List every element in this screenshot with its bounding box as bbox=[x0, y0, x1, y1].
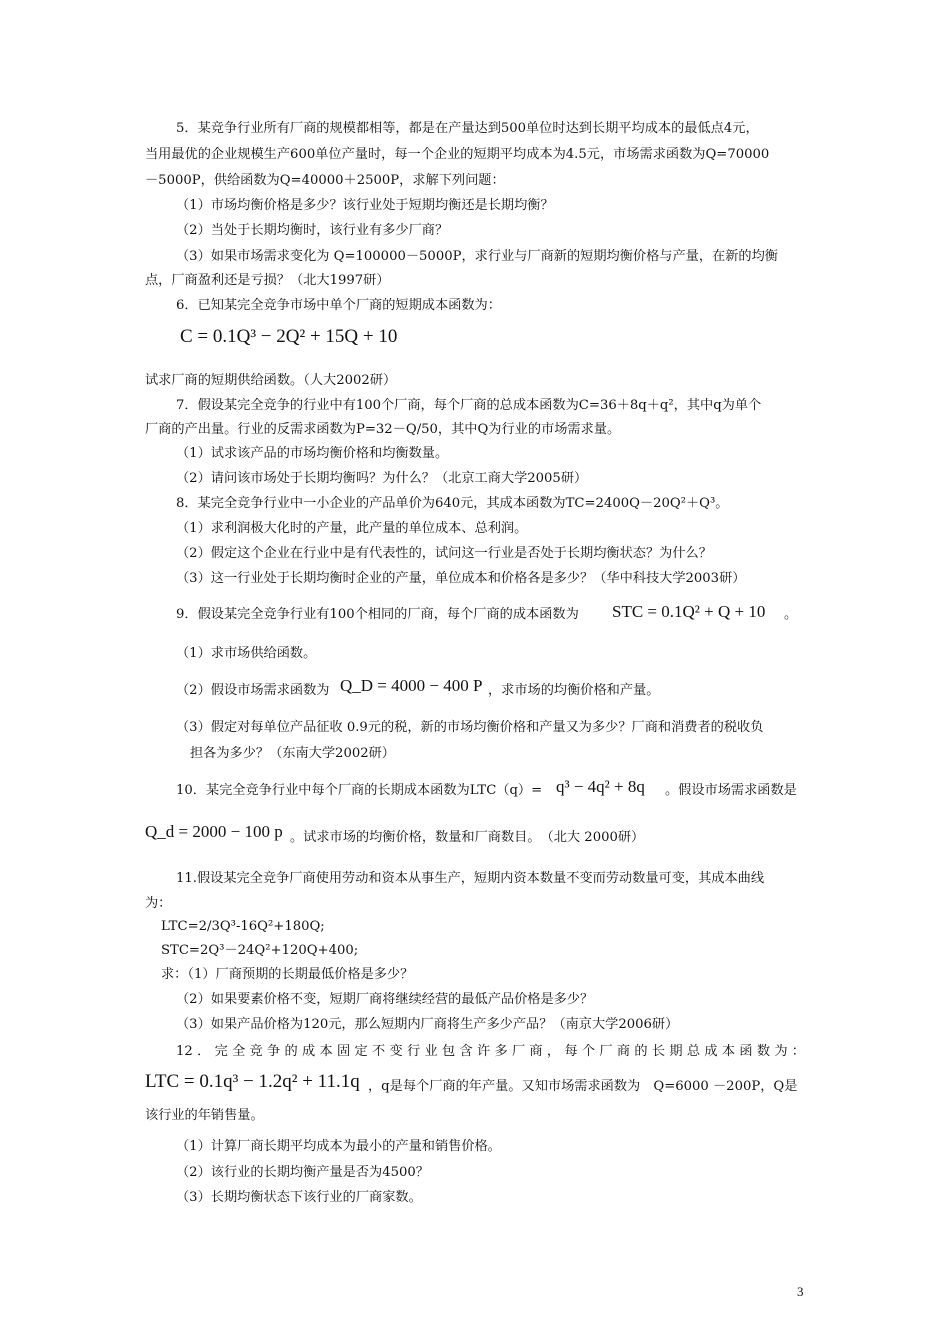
text-line: （3）长期均衡状态下该行业的厂商家数。 bbox=[176, 1190, 422, 1205]
text-line: （2）该行业的长期均衡产量是否为4500？ bbox=[176, 1165, 429, 1180]
text-line: 。假设市场需求函数是 bbox=[665, 783, 797, 798]
text-line: （1）求利润极大化时的产量，此产量的单位成本、总利润。 bbox=[176, 521, 528, 536]
text-line: 6．已知某完全竞争市场中单个厂商的短期成本函数为： bbox=[176, 298, 501, 313]
text-line: （3）这一行业处于长期均衡时企业的产量，单位成本和价格各是多少？（华中科技大学2003研） bbox=[176, 571, 746, 586]
text-line: 求：（1）厂商预期的长期最低价格是多少？ bbox=[161, 967, 414, 982]
text-line: 试求厂商的短期供给函数。（人大2002研） bbox=[145, 373, 397, 388]
text-line: 8．某完全竞争行业中一小企业的产品单价为640元，其成本函数为TC=2400Q－20Q²＋Q³。 bbox=[176, 496, 729, 511]
text-line: 5．某竞争行业所有厂商的规模都相等，都是在产量达到500单位时达到长期平均成本的最低点4元， bbox=[176, 121, 759, 136]
text-line: （3）如果产品价格为120元，那么短期内厂商将生产多少产品？（南京大学2006研） bbox=[176, 1017, 679, 1032]
text-line: 。 bbox=[784, 607, 798, 622]
formula-demand-d: Q_d = 2000 − 100 p bbox=[145, 822, 283, 841]
text-line: 厂商的产出量。行业的反需求函数为P=32－Q/50，其中Q为行业的市场需求量。 bbox=[145, 422, 621, 437]
text-line: ，q是每个厂商的年产量。又知市场需求函数为 Q=6000 －200P，Q是 bbox=[368, 1079, 798, 1094]
text-line: （2）如果要素价格不变，短期厂商将继续经营的最低产品价格是多少？ bbox=[176, 992, 594, 1007]
text-line: 12．完全竞争的成本固定不变行业包含许多厂商，每个厂商的长期总成本函数为： bbox=[176, 1044, 805, 1059]
text-line: 9．假设某完全竞争行业有100个相同的厂商，每个厂商的成本函数为 bbox=[176, 607, 579, 622]
text-line: 10．某完全竞争行业中每个厂商的长期成本函数为LTC（q）= bbox=[176, 783, 543, 798]
formula-stc: STC = 0.1Q² + Q + 10 bbox=[612, 602, 766, 621]
text-line: 11.假设某完全竞争厂商使用劳动和资本从事生产，短期内资本数量不变而劳动数量可变，其成本曲线 bbox=[176, 871, 765, 886]
text-line: 7．假设某完全竞争的行业中有100个厂商，每个厂商的总成本函数为C=36＋8q＋q²，其中q为单个 bbox=[176, 398, 762, 413]
text-line: （1）求市场供给函数。 bbox=[176, 646, 317, 661]
formula-ltc-q: q³ − 4q² + 8q bbox=[556, 777, 645, 796]
page-number: 3 bbox=[797, 1284, 804, 1299]
text-line: 点，厂商盈利还是亏损？（北大1997研） bbox=[145, 273, 390, 288]
text-line: 为： bbox=[145, 896, 172, 911]
text-line: （2）假设市场需求函数为 bbox=[176, 683, 330, 698]
text-line: （2）假定这个企业在行业中是有代表性的，试问这一行业是否处于长期均衡状态？为什么？ bbox=[176, 546, 712, 561]
text-line: LTC=2/3Q³-16Q²+180Q; bbox=[161, 919, 325, 934]
text-line: （2）当处于长期均衡时，该行业有多少厂商？ bbox=[176, 223, 449, 238]
text-line: 担各为多少？（东南大学2002研） bbox=[190, 746, 395, 761]
text-line: 当用最优的企业规模生产600单位产量时，每一个企业的短期平均成本为4.5元，市场需求函数为Q=70000 bbox=[145, 147, 770, 162]
formula-market-demand: Q_D = 4000 − 400 P bbox=[340, 676, 483, 695]
formula-ltc-12: LTC = 0.1q³ − 1.2q² + 11.1q bbox=[145, 1071, 360, 1092]
text-line: （1）试求该产品的市场均衡价格和均衡数量。 bbox=[176, 446, 449, 461]
formula-cost-function: C = 0.1Q³ − 2Q² + 15Q + 10 bbox=[180, 326, 398, 347]
text-line: －5000P，供给函数为Q=40000＋2500P，求解下列问题： bbox=[145, 173, 505, 188]
text-line: （2）请问该市场处于长期均衡吗？为什么？（北京工商大学2005研） bbox=[176, 471, 588, 486]
text-line: ，求市场的均衡价格和产量。 bbox=[488, 683, 660, 698]
text-line: 该行业的年销售量。 bbox=[145, 1108, 264, 1123]
text-line: （3）假定对每单位产品征收 0.9元的税，新的市场均衡价格和产量又为多少？厂商和消费者的税收负 bbox=[176, 720, 764, 735]
text-line: （3）如果市场需求变化为 Q=100000－5000P，求行业与厂商新的短期均衡价格与产量，在新的均衡 bbox=[176, 249, 778, 264]
text-line: 。试求市场的均衡价格，数量和厂商数目。 （北大 2000研） bbox=[290, 830, 645, 845]
text-line: （1）计算厂商长期平均成本为最小的产量和销售价格。 bbox=[176, 1139, 501, 1154]
text-line: STC=2Q³－24Q²+120Q+400; bbox=[161, 943, 359, 958]
text-line: （1）市场均衡价格是多少？该行业处于短期均衡还是长期均衡？ bbox=[176, 198, 554, 213]
